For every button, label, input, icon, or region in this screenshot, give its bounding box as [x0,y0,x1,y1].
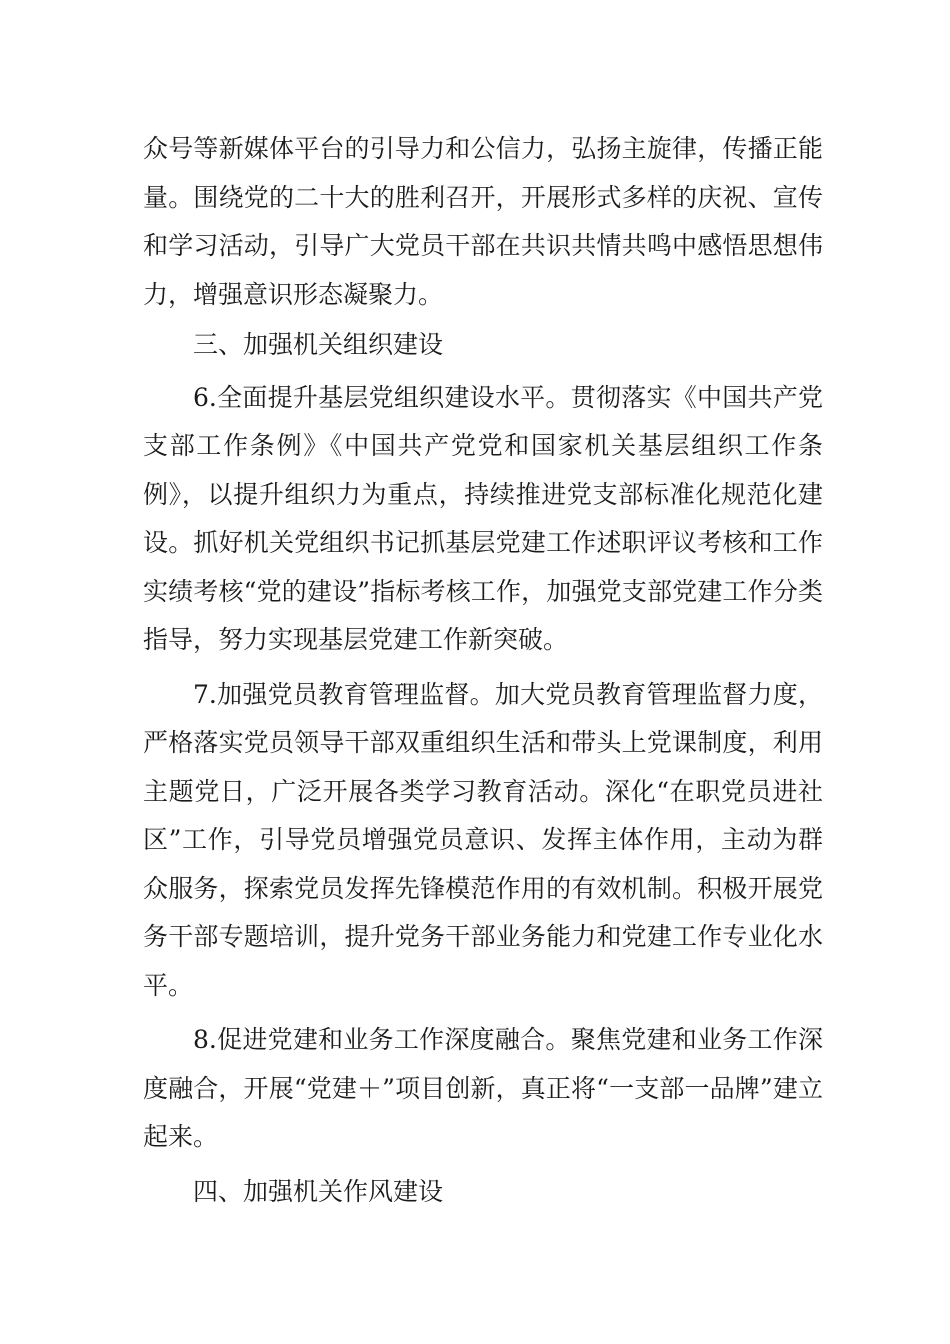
paragraph-continuation: 众号等新媒体平台的引导力和公信力，弘扬主旋律，传播正能量。围绕党的二十大的胜利召开，开展形式多样的庆祝、宣传和学习活动，引导广大党员干部在共识共情共鸣中感悟思想伟力，增强意识形态凝聚力。 [143,134,823,309]
paragraph-item-8: 8.促进党建和业务工作深度融合。聚焦党建和业务工作深度融合，开展“党建＋”项目创新，真正将“一支部一品牌”建立起来。 [143,1025,823,1151]
document-body [143,125,823,1216]
paragraph-item-6: 6.全面提升基层党组织建设水平。贯彻落实《中国共产党支部工作条例》《中国共产党党和国家机关基层组织工作条例》，以提升组织力为重点，持续推进党支部标准化规范化建设。抓好机关党组织书记抓基层党建工作述职评议考核和工作实绩考核“党的建设”指标考核工作，加强党支部党建工作分类指导，努力实现基层党建工作新突破。 [143,382,823,654]
section-heading-4: 四、加强机关作风建设 [193,1176,444,1206]
paragraph-item-7: 7.加强党员教育管理监督。加大党员教育管理监督力度，严格落实党员领导干部双重组织生活和带头上党课制度，利用主题党日，广泛开展各类学习教育活动。深化“在职党员进社区”工作，引导党员增强党员意识、发挥主体作用，主动为群众服务，探索党员发挥先锋模范作用的有效机制。积极开展党务干部专题培训，提升党务干部业务能力和党建工作专业化水平。 [143,679,823,1000]
section-heading-3: 三、加强机关组织建设 [193,330,444,359]
